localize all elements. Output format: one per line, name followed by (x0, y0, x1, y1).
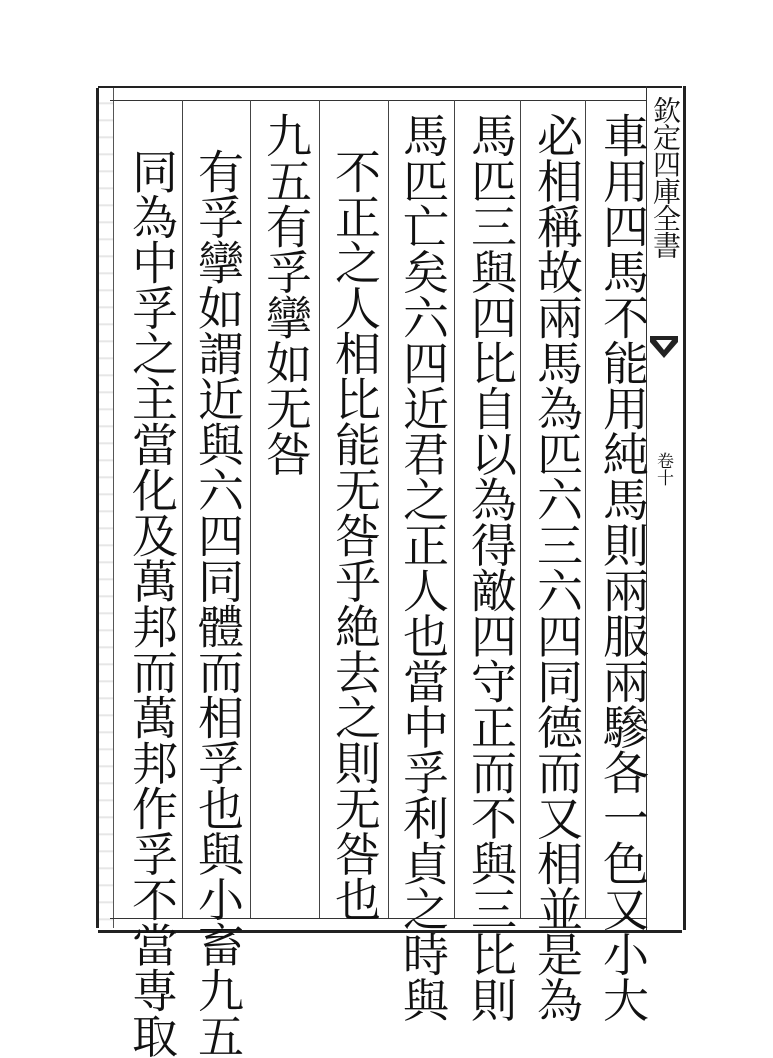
text-column-7: 有孚攣如謂近與六四同體而相孚也與小畜九五 (191, 148, 245, 1058)
page-border (98, 86, 682, 933)
text-column-1: 車用四馬不能用純馬則兩服兩驂各一色又小大 (596, 112, 650, 1022)
column-divider (585, 100, 586, 918)
column-divider (319, 100, 320, 918)
text-column-3: 馬匹三與四比自以為得敵四守正而不與三比則 (464, 112, 518, 1022)
text-column-2: 必相稱故兩馬為匹六三六四同德而又相並是為 (530, 112, 584, 1022)
fishtail-mark-icon (648, 332, 680, 362)
inner-top-rule (110, 100, 646, 101)
left-margin-border (96, 88, 114, 928)
volume-label: 卷十 (653, 452, 673, 486)
text-column-5: 不正之人相比能无咎乎絶去之則无咎也 (328, 148, 382, 922)
column-divider (454, 100, 455, 918)
masthead-title: 欽定四庫全書 (649, 96, 682, 258)
column-divider (520, 100, 521, 918)
text-column-4: 馬匹亡矣六四近君之正人也當中孚利貞之時與 (396, 112, 450, 1022)
column-divider (388, 100, 389, 918)
column-divider (250, 100, 251, 918)
text-column-6: 九五有孚攣如无咎 (259, 112, 313, 476)
text-column-8: 同為中孚之主當化及萬邦而萬邦作孚不當専取 (125, 148, 179, 1058)
column-divider (182, 100, 183, 918)
